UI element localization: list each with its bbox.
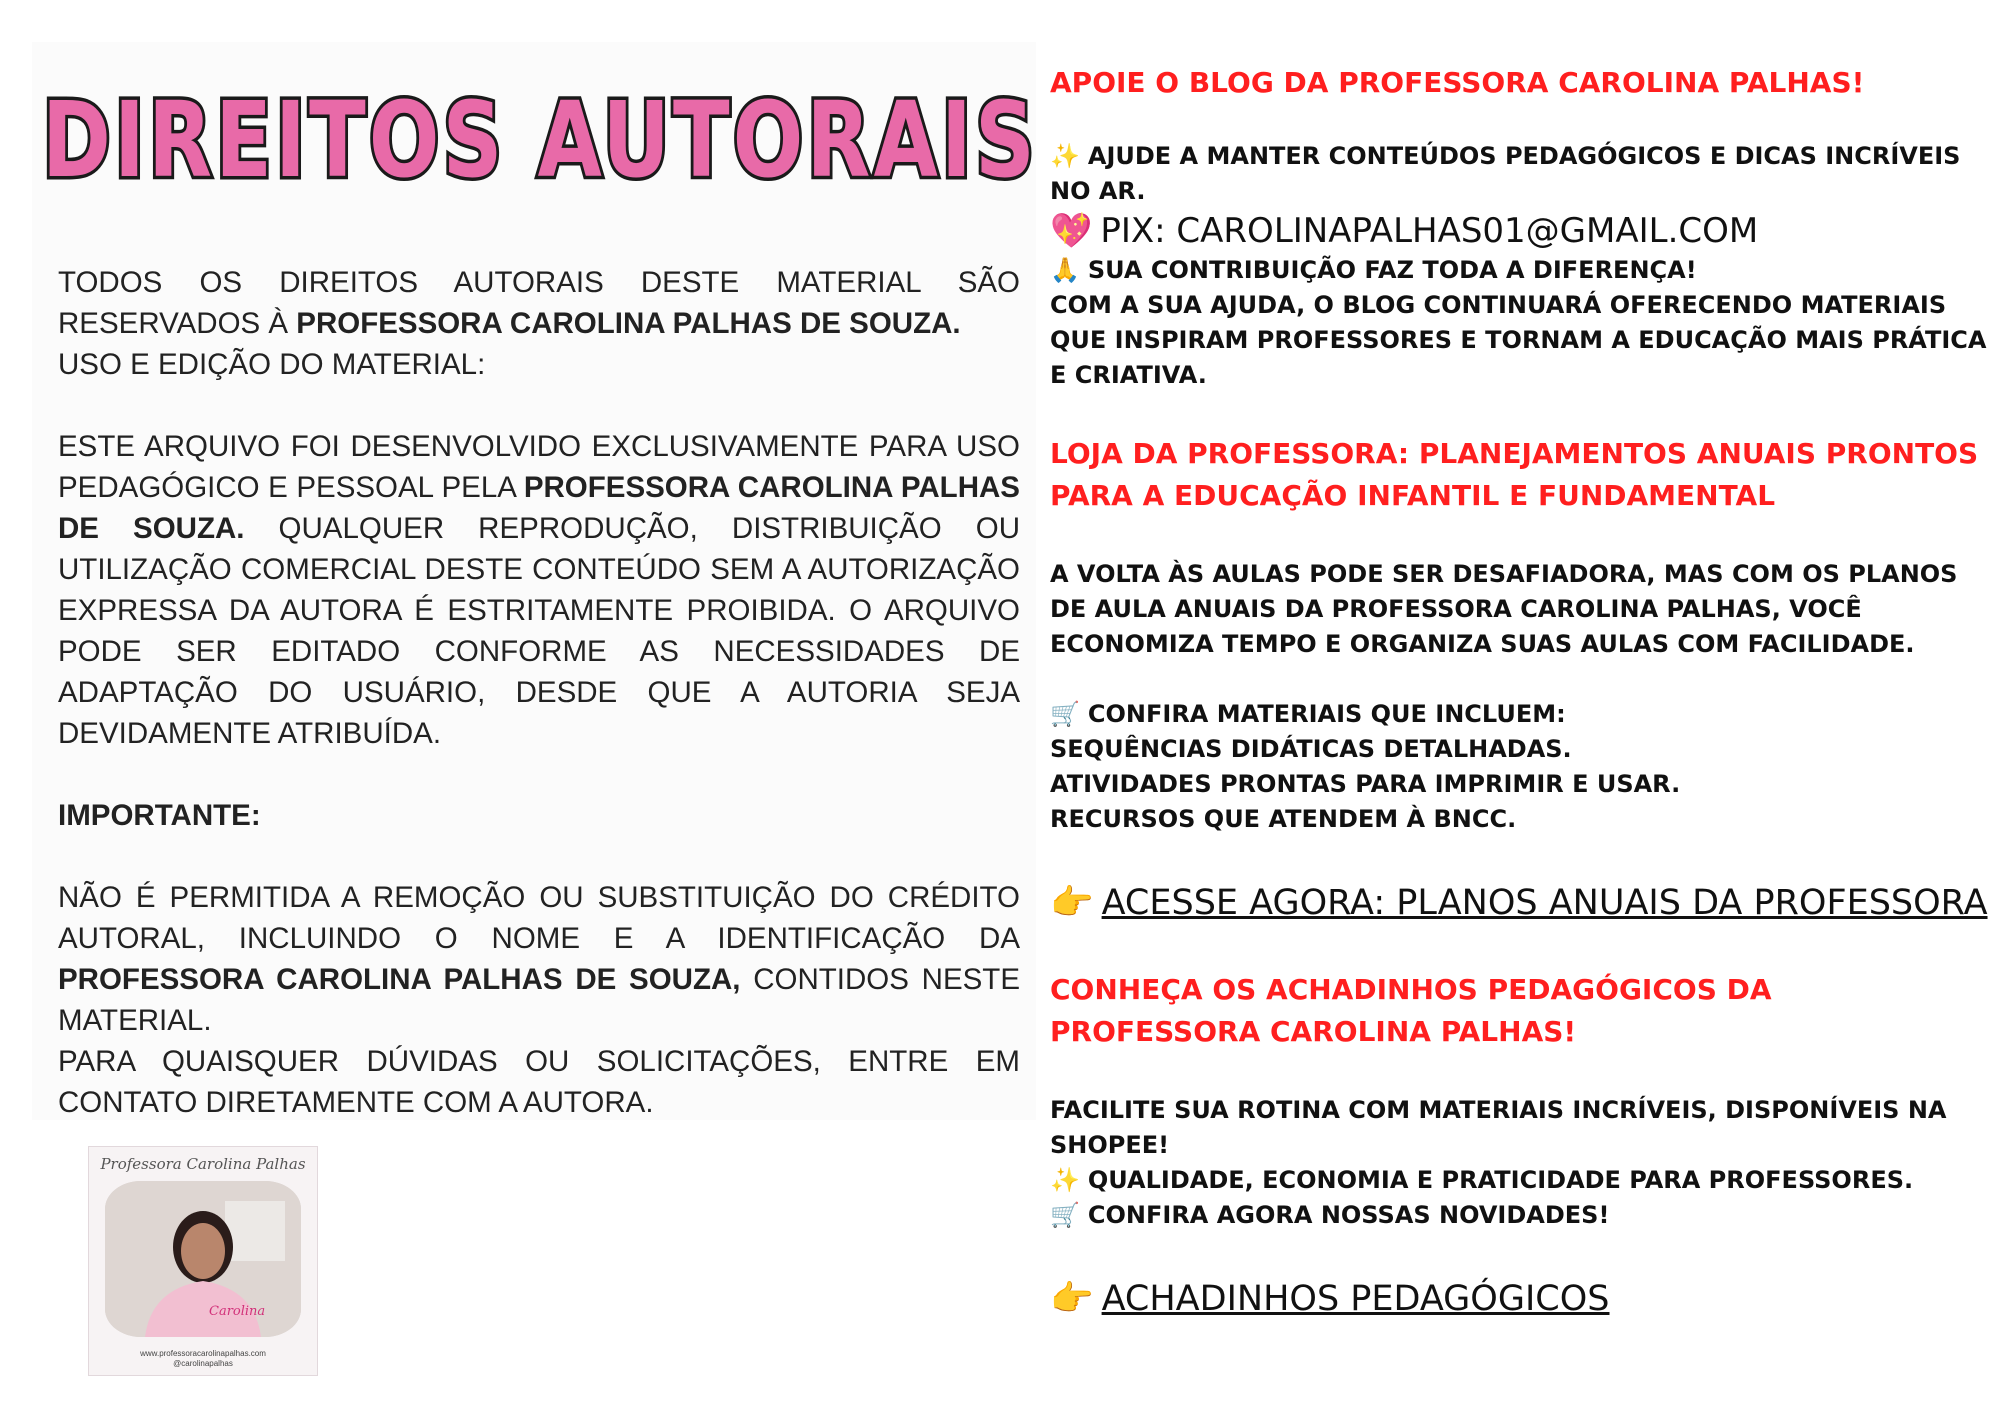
author-website: www.professoracarolinapalhas.com — [140, 1349, 266, 1358]
paragraph-usage-heading: USO E EDIÇÃO DO MATERIAL: — [58, 348, 486, 381]
paragraph-credit: NÃO É PERMITIDA A REMOÇÃO OU SUBSTITUIÇÃO DO CRÉDITO AUTORAL, INCLUINDO O NOME E A IDENTIFICAÇÃO DA PROFESSORA CAROLINA PALHAS DE SOUZA, CONTIDOS NESTE MATERIAL. — [58, 881, 1020, 1037]
finds-heading: CONHEÇA OS ACHADINHOS PEDAGÓGICOS DA PROFESSORA CAROLINA PALHAS! — [1050, 973, 1772, 1048]
contribution-line: 🙏 SUA CONTRIBUIÇÃO FAZ TODA A DIFERENÇA! — [1050, 253, 1990, 288]
right-column — [1050, 62, 1990, 1325]
author-photo-card — [88, 1146, 318, 1376]
author-portrait-image — [105, 1181, 301, 1337]
list-item: ATIVIDADES PRONTAS PARA IMPRIMIR E USAR. — [1050, 770, 1681, 798]
paragraph-rights: TODOS OS DIREITOS AUTORAIS DESTE MATERIAL SÃO RESERVADOS À PROFESSORA CAROLINA PALHAS DE SOUZA. — [58, 266, 1020, 340]
list-item: RECURSOS QUE ATENDEM À BNCC. — [1050, 805, 1517, 833]
paragraph-exclusive-use: ESTE ARQUIVO FOI DESENVOLVIDO EXCLUSIVAMENTE PARA USO PEDAGÓGICO E PESSOAL PELA PROFESSORA CAROLINA PALHAS DE SOUZA. QUALQUER REPRODUÇÃO, DISTRIBUIÇÃO OU UTILIZAÇÃO COMERCIAL DESTE CONTEÚDO SEM A AUTORIZAÇÃO EXPRESSA DA AUTORA É ESTRITAMENTE PROIBIDA. O ARQUIVO PODE SER EDITADO CONFORME AS NECESSIDADES DE ADAPTAÇÃO DO USUÁRIO, DESDE QUE A AUTORIA SEJA DEVIDAMENTE ATRIBUÍDA. — [58, 430, 1020, 750]
pix-line: 💖 PIX: CAROLINAPALHAS01@GMAIL.COM — [1050, 211, 1759, 251]
sparkles-icon: ✨ — [1050, 142, 1080, 170]
list-item: SEQUÊNCIAS DIDÁTICAS DETALHADAS. — [1050, 735, 1572, 763]
cart-icon: 🛒 — [1050, 700, 1080, 728]
support-line: ✨ AJUDE A MANTER CONTEÚDOS PEDAGÓGICOS E DICAS INCRÍVEIS NO AR. — [1050, 139, 1990, 209]
author-photo-footer — [89, 1349, 317, 1369]
author-photo — [105, 1181, 301, 1337]
pointing-hand-icon: 👉 — [1050, 1279, 1094, 1319]
author-handle: @carolinapalhas — [173, 1359, 233, 1368]
pointing-hand-icon: 👉 — [1050, 883, 1094, 923]
finds-quality: ✨ QUALIDADE, ECONOMIA E PRATICIDADE PARA PROFESSORES. — [1050, 1163, 1990, 1198]
important-heading: IMPORTANTE: — [58, 799, 261, 832]
cart-icon: 🛒 — [1050, 1201, 1080, 1229]
paragraph-contact: PARA QUAISQUER DÚVIDAS OU SOLICITAÇÕES, ENTRE EM CONTATO DIRETAMENTE COM A AUTORA. — [58, 1045, 1020, 1119]
svg-text:Carolina: Carolina — [209, 1304, 266, 1319]
pray-icon: 🙏 — [1050, 256, 1080, 284]
finds-body: FACILITE SUA ROTINA COM MATERIAIS INCRÍVEIS, DISPONÍVEIS NA SHOPEE! — [1050, 1096, 1947, 1159]
finds-link[interactable]: 👉 ACHADINHOS PEDAGÓGICOS — [1050, 1273, 1990, 1325]
access-plans-link[interactable]: 👉 ACESSE AGORA: PLANOS ANUAIS DA PROFESSORA — [1050, 877, 1990, 929]
title-text: DIREITOS AUTORAIS — [42, 79, 1038, 198]
page-title — [36, 78, 1046, 198]
store-body: A VOLTA ÀS AULAS PODE SER DESAFIADORA, MAS COM OS PLANOS DE AULA ANUAIS DA PROFESSORA CAROLINA PALHAS, VOCÊ ECONOMIZA TEMPO E ORGANIZA SUAS AULAS COM FACILIDADE. — [1050, 560, 1958, 658]
includes-title: 🛒 CONFIRA MATERIAIS QUE INCLUEM: — [1050, 697, 1990, 732]
support-heading: APOIE O BLOG DA PROFESSORA CAROLINA PALHAS! — [1050, 66, 1865, 99]
sparkles-icon: ✨ — [1050, 1166, 1080, 1194]
title-graphic — [36, 78, 1046, 198]
heart-icon: 💖 — [1050, 211, 1093, 251]
finds-news: 🛒 CONFIRA AGORA NOSSAS NOVIDADES! — [1050, 1198, 1990, 1233]
contribution-body: COM A SUA AJUDA, O BLOG CONTINUARÁ OFERECENDO MATERIAIS QUE INSPIRAM PROFESSORES E TORNAM A EDUCAÇÃO MAIS PRÁTICA E CRIATIVA. — [1050, 291, 1987, 389]
copyright-text — [58, 262, 1020, 1123]
store-heading: LOJA DA PROFESSORA: PLANEJAMENTOS ANUAIS PRONTOS PARA A EDUCAÇÃO INFANTIL E FUNDAMENTAL — [1050, 437, 1979, 512]
author-signature: Professora Carolina Palhas — [100, 1155, 306, 1173]
